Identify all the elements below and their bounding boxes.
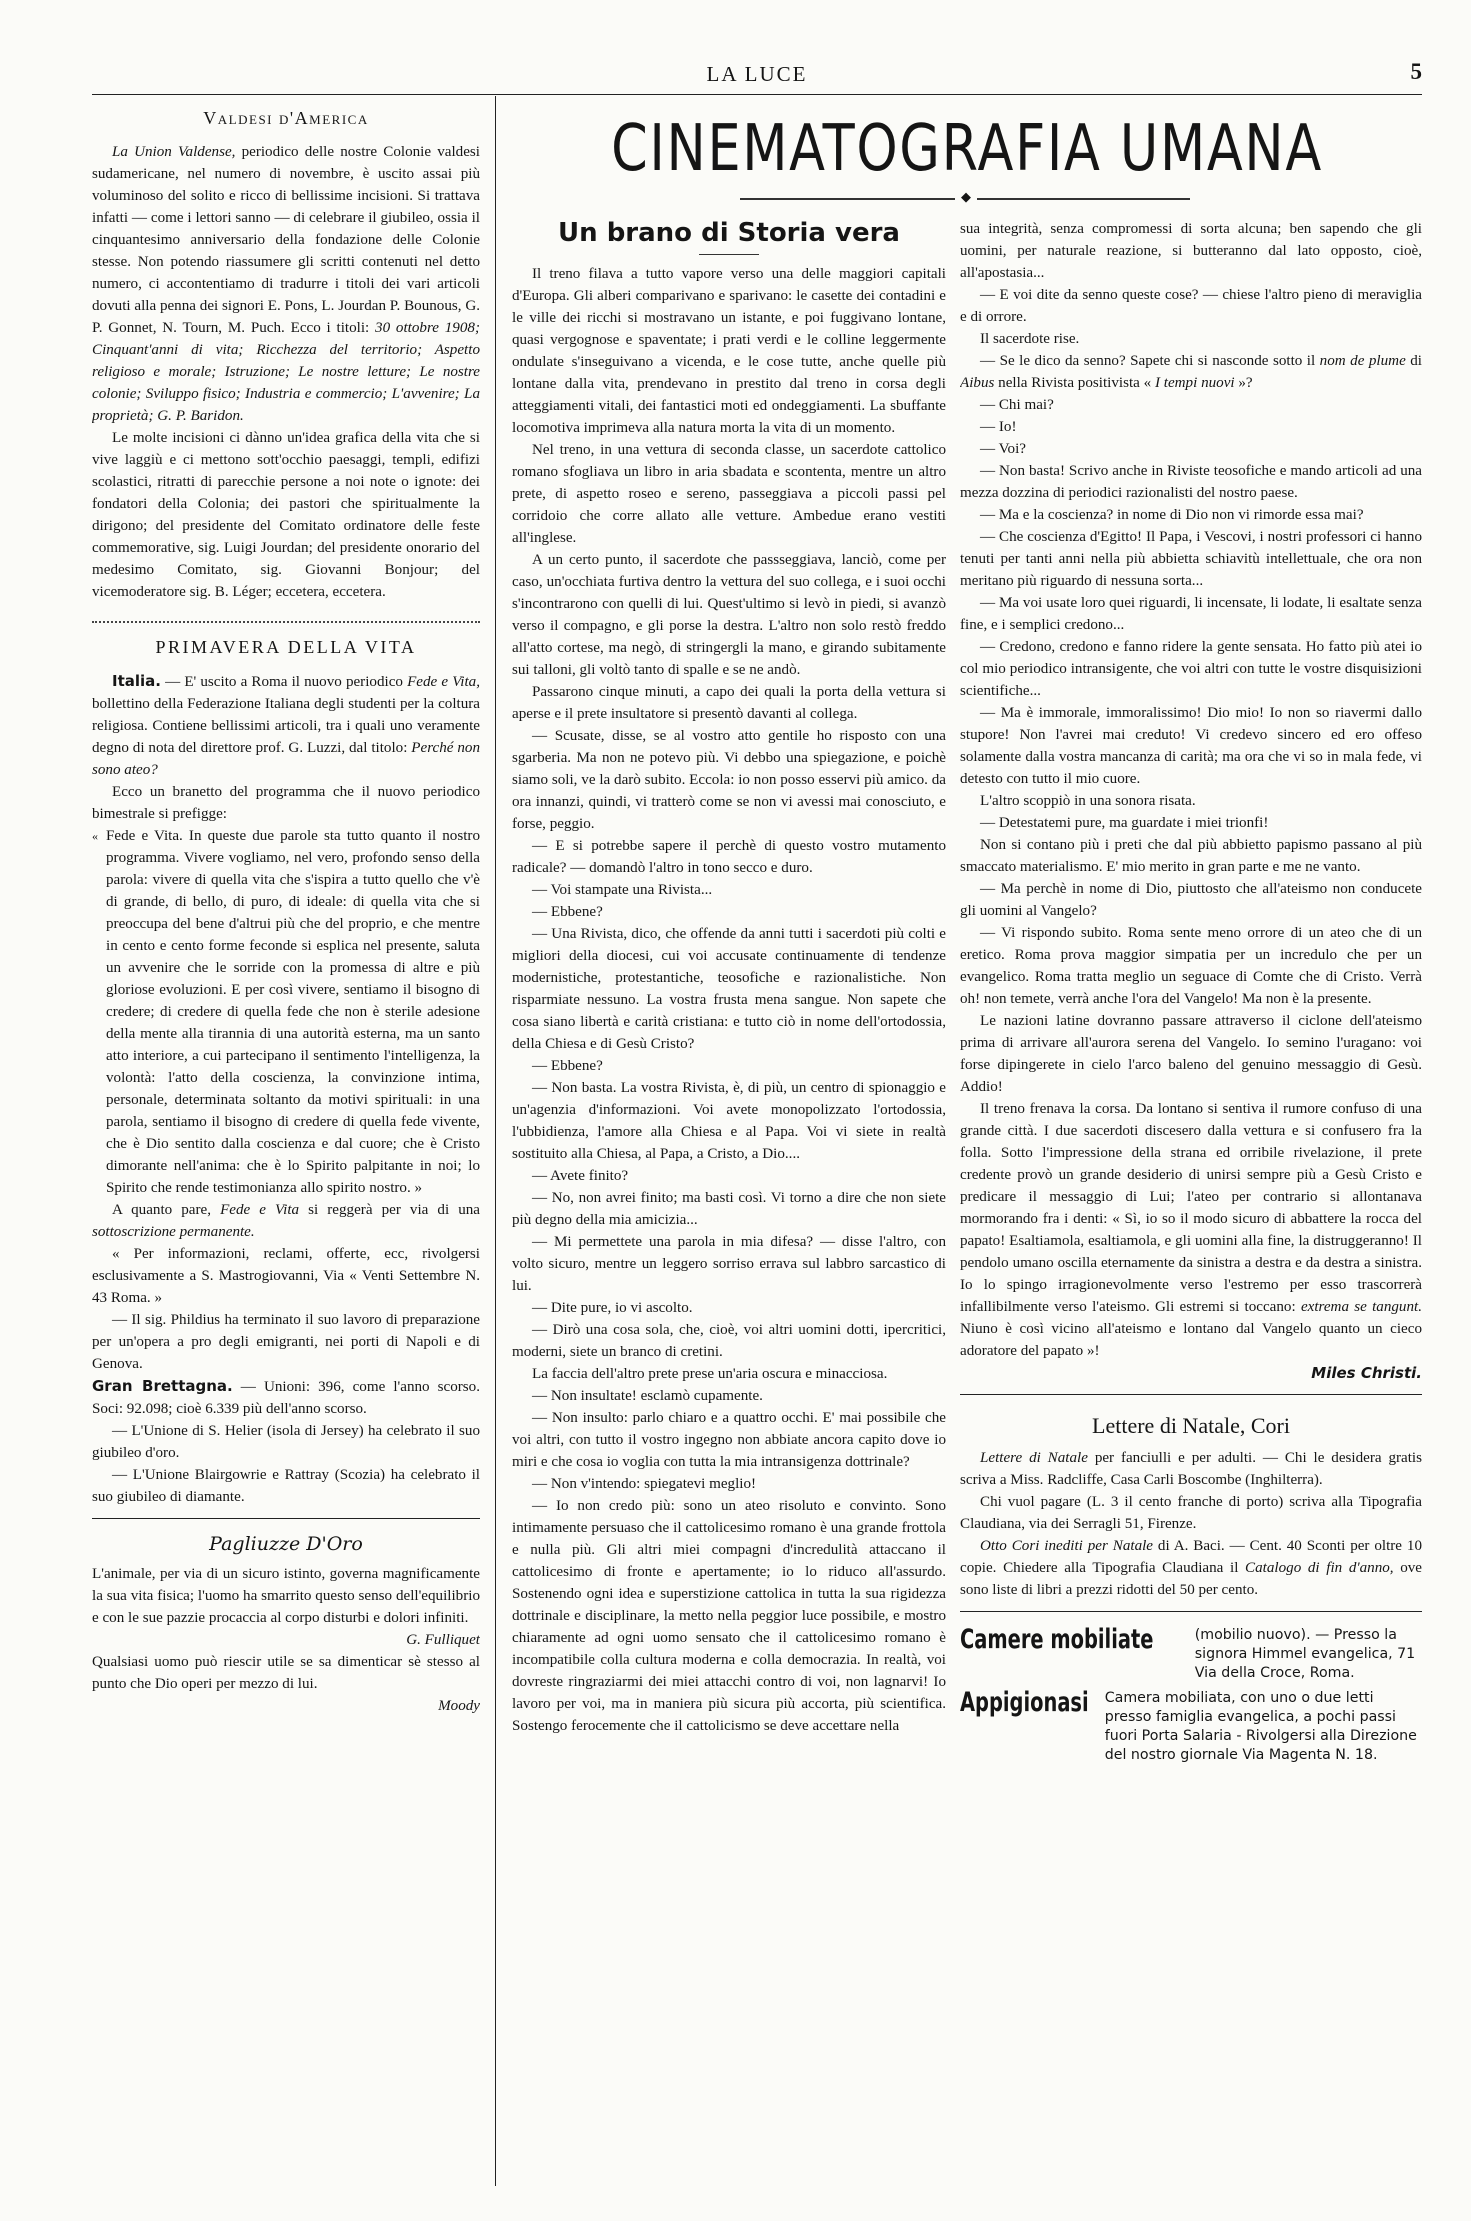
article-paragraph: — E voi dite da senno queste cose? — chiese l'altro pieno di meraviglia e di orrore. <box>960 287 1422 325</box>
lettere-text: di A. Baci. — Cent. 40 Sconti per oltre 10 copie. Chiedere alla Tipografia Claudiana il <box>960 1538 1422 1576</box>
article-text: Il treno frenava la corsa. Da lontano si sentiva il rumore confuso di una grande città. I due sacerdoti discesero dalla vettura e si confusero fra la folla. Sotto l'impressione della strana ed orribile rivelazione, il prete credente provò un grande desiderio di unirsi sempre più a Gesù Cristo e predicare il messaggio di Lui; l'ateo per contrario si allontanava mormorando fra i denti: « Sì, io so il modo sicuro di abbattere la rocca del papato! Esaltiamola, esaltiamola, e gli uomini alla fine, la distruggeranno! Il pendolo umano oscilla eternamente da sinistra a destra e da destra a sinistra. Io lo spingo irragionevolmente verso l'estremo per esso trascorrerà infallibilmente verso l'ateismo. Gli estremi si toccano: <box>960 1101 1422 1315</box>
article-paragraph: Nel treno, in una vettura di seconda classe, un sacerdote cattolico romano sfogliava un libro in aria sbadata e scontenta, mentre un altro prete, di aspetto roseo e sereno, passeggiava a piccoli passi pel corridoio che corre allato alle vetture. Ambedue erano vestiti all'inglese. <box>512 442 946 546</box>
article-paragraph: — Mi permettete una parola in mia difesa? — disse l'altro, con volto sicuro, mentre un leggero sorriso errava sul labbro sarcastico di lui. <box>512 1234 946 1294</box>
quote-author: G. Fulliquet <box>406 1632 480 1648</box>
article-paragraph: — Voi? <box>980 441 1026 457</box>
article-paragraph: — Dirò una cosa sola, che, cioè, voi altri uomini dotti, ipercritici, moderni, siete un branco di cretini. <box>512 1322 946 1360</box>
article-title: Perché non sono ateo? <box>92 740 480 778</box>
pagliuzze-box <box>92 1518 480 1717</box>
country-label: Italia. <box>112 672 161 690</box>
article-paragraph <box>960 1098 1422 1362</box>
article-paragraph: — Credono, credono e fanno ridere la gente sensata. Ho fatto più atei io col mio periodico intransigente, che voi altri con tutte le vostre disquisizioni scientifiche... <box>960 639 1422 699</box>
pen-name: Aibus <box>960 375 995 391</box>
section-title-pagliuzze: Pagliuzze D'Oro <box>209 1533 363 1555</box>
italia-text: A quanto pare, <box>112 1202 221 1218</box>
italia-paragraph <box>92 670 480 781</box>
lettere-box <box>960 1394 1422 1601</box>
ad-keyword: Camere mobiliate <box>960 1624 1154 1655</box>
catalog-name: Catalogo di fin d'anno, <box>1245 1560 1394 1576</box>
header-rule <box>92 94 1422 95</box>
article-paragraph: — Non v'intendo: spiegatevi meglio! <box>532 1476 757 1492</box>
article-paragraph: — Ma è immorale, immoralissimo! Dio mio! Io non so riavermi dallo stupore! Non l'avrei mai creduto! Vi credevo sincero ed ero offeso solamente dalla vostra mancanza di carità; ma ora che vi so in mala fede, vi detesto con tutto il mio cuore. <box>960 705 1422 787</box>
italia-paragraph: — Il sig. Phildius ha terminato il suo lavoro di preparazione per un'opera a pro degli emigranti, nei porti di Napoli e di Genova. <box>92 1312 480 1372</box>
ad-keyword: Appigionasi <box>960 1687 1089 1718</box>
article-paragraph: sua integrità, senza compromessi di sorta alcuna; ben sapendo che gli uomini, per naturale reazione, si butteranno dal lato opposto, cioè, all'apostasia... <box>960 221 1422 281</box>
lettere-paragraph <box>960 1535 1422 1601</box>
valdesi-paragraph: Le molte incisioni ci dànno un'idea grafica della vita che si vive laggiù e ci mettono sott'occhio paesaggi, templi, edifizi scolastici, ritratti di parecchie persone a noi note o ignote: dei fondatori della Colonia; dei pastori che spiritualmente la dirigono; del presidente del Comitato ordinatore delle feste commemorative, sig. Luigi Jourdan; del presidente onorario del medesimo Comitato, sig. Giovanni Bonjour; del vicemoderatore sig. B. Léger; eccetera, eccetera. <box>92 430 480 600</box>
masthead <box>92 59 1422 96</box>
article-paragraph: — No, non avrei finito; ma basti così. Vi torno a dire che non siete più degno della mia amicizia... <box>512 1190 946 1228</box>
article-text: Niuno è così vicino all'ateismo e lontano dal Vangelo quanto un cieco adoratore del papato »! <box>960 1321 1422 1359</box>
article-paragraph: — Ma perchè in nome di Dio, piuttosto che all'ateismo non conducete gli uomini al Vangelo? <box>960 881 1422 919</box>
article-paragraph: — Che coscienza d'Egitto! Il Papa, i Vescovi, i nostri professori ci hanno tenuti per tanti anni nella più abbietta schiavitù intellettuale, che ora non meritano più riguardo di nessuna sorta... <box>960 529 1422 589</box>
article-paragraph: — Voi stampate una Rivista... <box>532 882 713 898</box>
article-titles-list: 30 ottobre 1908; Cinquant'anni di vita; Ricchezza del territorio; Aspetto religioso e morale; Istruzione; Le nostre letture; Le nostre colonie; Sviluppo fisico; Industria e commercio; L'avvenire; La proprietà; G. P. Baridon. <box>92 320 480 424</box>
article-text-italic: nom de plume <box>1319 353 1406 369</box>
valdesi-text: periodico delle nostre Colonie valdesi sudamericane, nel numero di novembre, è uscito assai più voluminoso del solito e ricco di bellissime incisioni. Si trattava infatti — come i lettori sanno — di celebrare il giubileo, ossia il cinquantesimo anniversario della fondazione delle Colonie stesse. Non potendo riassumere gli scritti contenuti nel detto numero, ci accontentiamo di tradurre i titoli dei vari articoli dovuti alla penna dei signori E. Pons, L. Jourdan P. Bounous, G. P. Gonnet, N. Tourn, M. Puch. Ecco i titoli: <box>92 144 480 336</box>
article-paragraph: L'altro scoppiò in una sonora risata. <box>980 793 1196 809</box>
section-title-lettere: Lettere di Natale, Cori <box>1092 1413 1290 1438</box>
periodical-name: Fede e Vita, <box>407 674 480 690</box>
ornamental-divider <box>92 613 480 623</box>
article-paragraph: A un certo punto, il sacerdote che passseggiava, lanciò, come per caso, un'occhiata furtiva dentro la vettura del suo collega, e i suoi occhi s'incontrarono con quelli di lui. Quest'ultimo si levò in piedi, si avanzò verso il compagno, e gli porse la destra. L'altro non solo restò freddo all'atto cortese, ma negò, di stringergli la mano, e girando subitamente sui talloni, gli voltò tanto di spalle e se ne andò. <box>512 552 946 678</box>
article-paragraph: — Non basta! Scrivo anche in Riviste teosofiche e mando articoli ad una mezza dozzina di periodici razionalisti del nostro paese. <box>960 463 1422 501</box>
article-paragraph: — Ma voi usate loro quei riguardi, li incensate, li lodate, li esaltate senza fine, e i semplici credono... <box>960 595 1422 633</box>
article-paragraph: Passarono cinque minuti, a capo dei quali la porta della vettura si aperse e il prete insultatore si presentò davanti al collega. <box>512 684 946 722</box>
article-paragraph: — Non insultate! esclamò cupamente. <box>532 1388 763 1404</box>
quote-author: Moody <box>438 1698 480 1714</box>
ad-appigionasi <box>960 1689 1422 1765</box>
italia-paragraph <box>92 1199 480 1243</box>
article-signature: Miles Christi. <box>1311 1364 1422 1382</box>
italia-text: si reggerà per via di una <box>299 1202 480 1218</box>
article-text: di <box>1405 353 1422 369</box>
headline-ornament <box>740 198 1190 200</box>
page-number: 5 <box>1410 59 1422 84</box>
article-paragraph: — Io non credo più: sono un ateo risoluto e convinto. Sono intimamente persuaso che il cattolicesimo romano è una grande frottola e nulla più. Gli altri miei compagni d'incredulità attaccano il cattolicesimo di fronte e apertamente; io lo riduco all'assurdo. Sostenendo ogni idea e superstizione cattolica in tutta la sua rigidezza dottrinale e disciplinare, la metto nella peggior luce possibile, e mostro chiaramente ad ogni uomo sensato che il cattolicesimo romano è incompatibile colla cultura moderna e colla democrazia. In realtà, voi dovreste ringraziarmi dei miei attacchi contro di voi, non lagnarvi! Io lavoro per voi, ma in maniera più sicura più accorta, più scientifica. Sostengo ferocemente che il cattolicismo se deve accettare nella <box>512 1498 946 1734</box>
section-title-valdesi: Valdesi d'America <box>203 108 369 128</box>
gb-paragraph: — L'Unione di S. Helier (isola di Jersey) ha celebrato il suo giubileo d'oro. <box>92 1423 480 1461</box>
pagliuzze-quote: L'animale, per via di un sicuro istinto, governa magnificamente la sua vita fisica; l'uomo ha smarrito questo senso dell'equilibrio e con le sue pazzie procaccia al corpo disturbi e dolori infiniti. <box>92 1566 480 1626</box>
column-divider <box>495 96 496 2186</box>
article-paragraph: — Ma e la coscienza? in nome di Dio non vi rimorde essa mai? <box>980 507 1364 523</box>
article-paragraph: — E si potrebbe sapere il perchè di questo vostro mutamento radicale? — domandò l'altro in tono secco e duro. <box>512 838 946 876</box>
article-text: nella Rivista positivista « <box>994 375 1155 391</box>
article-paragraph <box>960 350 1422 394</box>
article-paragraph: — Vi rispondo subito. Roma sente meno orrore di un ateo che di un eretico. Roma prova maggior simpatia per un incredulo che per un evangelico. Roma tratta meglio un seguace di Comte che di Cristo. Verrà oh! non temete, verrà anche l'ora del Vangelo! Ma non è la presente. <box>960 925 1422 1007</box>
ad-text: Camera mobiliata, con uno o due letti presso famiglia evangelica, a pochi passi fuori Porta Salaria - Rivolgersi alla Direzione del nostro giornale Via Magenta N. 18. <box>1104 1690 1417 1763</box>
left-column <box>92 108 480 2178</box>
periodical-name: La Union Valdense, <box>112 144 236 160</box>
article-paragraph: — Ebbene? <box>532 1058 603 1074</box>
article-column-1 <box>512 218 946 2178</box>
classified-ads <box>960 1611 1422 1765</box>
subtitle-rule <box>699 254 759 255</box>
subscription-term: sottoscrizione permanente. <box>92 1224 255 1240</box>
italia-text: bollettino della Federazione Italiana degli studenti per la coltura religiosa. Contiene bellissimi articoli, tra i quali uno veramente degno di nota del direttore prof. G. Luzzi, dal titolo: <box>92 696 480 756</box>
product-name: Otto Cori inediti per Natale <box>980 1538 1154 1554</box>
article-paragraph: — Chi mai? <box>980 397 1054 413</box>
newspaper-title: LA LUCE <box>706 62 808 86</box>
program-quote: « Fede e Vita. In queste due parole sta tutto quanto il nostro programma. Vivere vogliamo, nel vero, profondo senso della parola: vivere di quella vita che s'ispira a tutto quello che v'è di grande, di bello, di puro, di ideale: di quella vita che si preoccupa del bene d'altrui più che del proprio, e che mentre in cento e cento forme feconde si esplica nel presente, saluta un avvenire che le sorride con la promessa di altre e più gloriose evoluzioni. E per così vivere, sentiamo il bisogno di credere; di credere di quella fede che non è sterile adesione della mente alla tirannia di una autorità esterna, ma un santo atto interiore, a cui partecipano il sentimento l'intelligenza, la volontà: l'atto della coscienza, la convinzione intima, personale, determinata soltanto da motivi spirituali: in una parola, sentiamo il bisogno di credere di quella fede vivente, che è Dio sentito dalla coscienza e dal cuore; che è Cristo dimorante nell'anima: che è lo Spirito palpitante in noi; lo Spirito che rende testimonianza allo spirito nostro. » <box>92 825 480 1199</box>
ad-camere <box>960 1626 1422 1683</box>
gb-paragraph: — L'Unione Blairgowrie e Rattray (Scozia) ha celebrato il suo giubileo di diamante. <box>92 1467 480 1505</box>
article-paragraph: — Detestatemi pure, ma guardate i miei trionfi! <box>980 815 1269 831</box>
article-text: »? <box>1234 375 1253 391</box>
italia-text: — E' uscito a Roma il nuovo periodico <box>160 674 408 690</box>
article-subtitle: Un brano di Storia vera <box>558 218 900 248</box>
italia-paragraph: « Per informazioni, reclami, offerte, ecc, rivolgersi esclusivamente a S. Mastrogiovanni, Via « Venti Settembre N. 43 Roma. » <box>92 1246 480 1306</box>
main-headline: CINEMATOGRAFIA UMANA <box>611 112 1323 186</box>
product-name: Lettere di Natale <box>980 1450 1088 1466</box>
article-paragraph: — Io! <box>980 419 1017 435</box>
article-paragraph: — Ebbene? <box>532 904 603 920</box>
article-paragraph: — Dite pure, io vi ascolto. <box>532 1300 693 1316</box>
article-paragraph: Le nazioni latine dovranno passare attraverso il ciclone dell'ateismo prima di arrivare all'aurora serena del Vangelo. Io semino l'uragano: voi forse dipingerete in cielo l'arco baleno del genuino messaggio di Gesù. Addio! <box>960 1013 1422 1095</box>
italia-paragraph: Ecco un branetto del programma che il nuovo periodico bimestrale si prefigge: <box>92 784 480 822</box>
gb-paragraph <box>92 1375 480 1420</box>
journal-name: I tempi nuovi <box>1154 375 1235 391</box>
latin-phrase: extrema se tangunt. <box>1300 1299 1422 1315</box>
section-title-primavera: PRIMAVERA DELLA VITA <box>155 637 417 657</box>
article-paragraph: — Scusate, disse, se al vostro atto gentile ho risposto con una sgarberia. Ma non ne potevo più. Vi debbo una spiegazione, e poichè siamo soli, ve la darò subito. Eccola: io non posso esservi più amico. da ora innanzi, quindi, vi tratterò come se non vi avessi mai conosciuto, e forse, peggio. <box>512 728 946 832</box>
article-paragraph: — Avete finito? <box>532 1168 629 1184</box>
country-label: Gran Brettagna. <box>92 1377 233 1395</box>
gb-text: — Unioni: 396, come l'anno scorso. Soci: 92.098; cioè 6.339 più dell'anno scorso. <box>92 1379 480 1417</box>
article-paragraph: Il sacerdote rise. <box>980 331 1080 347</box>
article-column-2 <box>960 218 1422 2178</box>
pagliuzze-quote: Qualsiasi uomo può riescir utile se sa dimenticar sè stesso al punto che Dio operi per mezzo di lui. <box>92 1654 480 1692</box>
article-paragraph: — Non basta. La vostra Rivista, è, di più, un centro di spionaggio e un'agenzia d'informazioni. Voi avete monopolizzato l'ortodossia, l'ubbidienza, l'amore alla Chiesa e al Papa. Voi vi siete in realtà sostituito alla Chiesa, al Papa, a Cristo, a Dio.... <box>512 1080 946 1162</box>
article-paragraph: Non si contano più i preti che dal più abbietto papismo passano al più smaccato materialismo. E' mio merito in gran parte e me ne vanto. <box>960 837 1422 875</box>
lettere-text: ove sono liste di libri a prezzi ridotti del 50 per cento. <box>960 1560 1422 1598</box>
lettere-text: per fanciulli e per adulti. — Chi le desidera gratis scriva a Miss. Radcliffe, Casa Carli Boscombe (Inghilterra). <box>960 1450 1422 1488</box>
article-paragraph: — Non insulto: parlo chiaro e a quattro occhi. E' mai possibile che voi altri, con tutto il vostro ingegno non abbiate ancora capito dove io miri e che cosa io voglia con tutta la mia intransigenza dottrinale? <box>512 1410 946 1470</box>
lettere-paragraph <box>960 1447 1422 1491</box>
periodical-name: Fede e Vita <box>220 1202 300 1218</box>
article-text: — Se le dico da senno? Sapete chi si nasconde sotto il <box>980 353 1320 369</box>
valdesi-paragraph <box>92 141 480 427</box>
ad-text: (mobilio nuovo). — Presso la signora Himmel evangelica, 71 Via della Croce, Roma. <box>1194 1627 1416 1681</box>
article-paragraph: Il treno filava a tutto vapore verso una delle maggiori capitali d'Europa. Gli alberi comparivano e sparivano: le casette dei contadini e le ville dei ricchi si mostravano un istante, e poi fuggivano lontane, quasi vergognose e spaventate; i prati verdi e le colline leggermente ondulate s'inseguivano a vicenda, e le cose tutte, anche quelle più lontane dalla vita, prendevano in prestito dal treno in corsa degli atteggiamenti vitali, dei fantastici moti ed ondeggiamenti. La sbuffante locomotiva imprimeva alla natura morta la vita di un momento. <box>512 266 946 436</box>
article-paragraph: — Una Rivista, dico, che offende da anni tutti i sacerdoti più colti e migliori della diocesi, cui voi accusate continuamente di tendenze modernistiche, protestantiche, teosofiche e razionalistiche. Non risparmiate nessuno. La vostra frusta mena sangue. Non sapete che cosa siano libertà e carità cristiana: e tutto ciò in nome dell'ortodossia, della Chiesa e di Gesù Cristo? <box>512 926 946 1052</box>
article-paragraph: La faccia dell'altro prete prese un'aria oscura e minacciosa. <box>532 1366 888 1382</box>
lettere-paragraph: Chi vuol pagare (L. 3 il cento franche di porto) scriva alla Tipografia Claudiana, via dei Serragli 51, Firenze. <box>960 1494 1422 1532</box>
